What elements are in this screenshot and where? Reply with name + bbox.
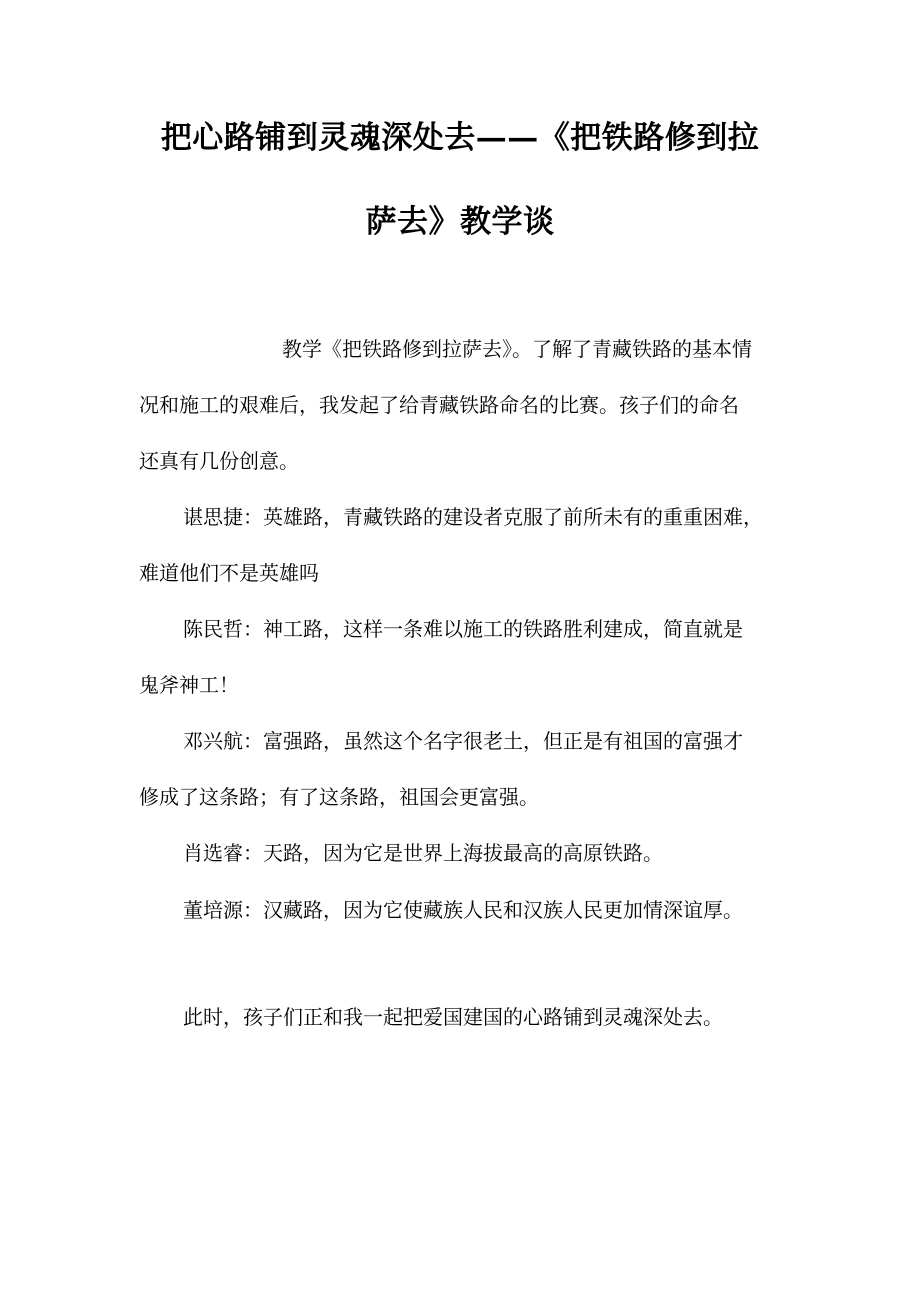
document-title-line-2: 萨去》教学谈 — [365, 204, 555, 240]
paragraph-line: 难道他们不是英雄吗 — [139, 561, 319, 585]
document-title-line-1: 把心路铺到灵魂深处去——《把铁路修到拉 — [160, 120, 760, 156]
paragraph-line: 邓兴航：富强路，虽然这个名字很老土，但正是有祖国的富强才 — [183, 729, 743, 753]
paragraph-line: 谌思捷：英雄路，青藏铁路的建设者克服了前所未有的重重困难， — [183, 505, 763, 529]
paragraph-line: 此时，孩子们正和我一起把爱国建国的心路铺到灵魂深处去。 — [183, 1005, 723, 1029]
paragraph-line: 教学《把铁路修到拉萨去》。了解了青藏铁路的基本情 — [282, 337, 752, 361]
paragraph-line: 肖选睿：天路，因为它是世界上海拔最高的高原铁路。 — [183, 841, 663, 865]
paragraph-line: 还真有几份创意。 — [139, 449, 299, 473]
paragraph-line: 鬼斧神工！ — [139, 673, 239, 697]
paragraph-line: 董培源：汉藏路，因为它使藏族人民和汉族人民更加情深谊厚。 — [183, 898, 743, 922]
paragraph-line: 况和施工的艰难后，我发起了给青藏铁路命名的比赛。孩子们的命名 — [139, 393, 739, 417]
paragraph-line: 修成了这条路；有了这条路，祖国会更富强。 — [139, 785, 539, 809]
paragraph-line: 陈民哲：神工路，这样一条难以施工的铁路胜利建成，简直就是 — [183, 617, 743, 641]
